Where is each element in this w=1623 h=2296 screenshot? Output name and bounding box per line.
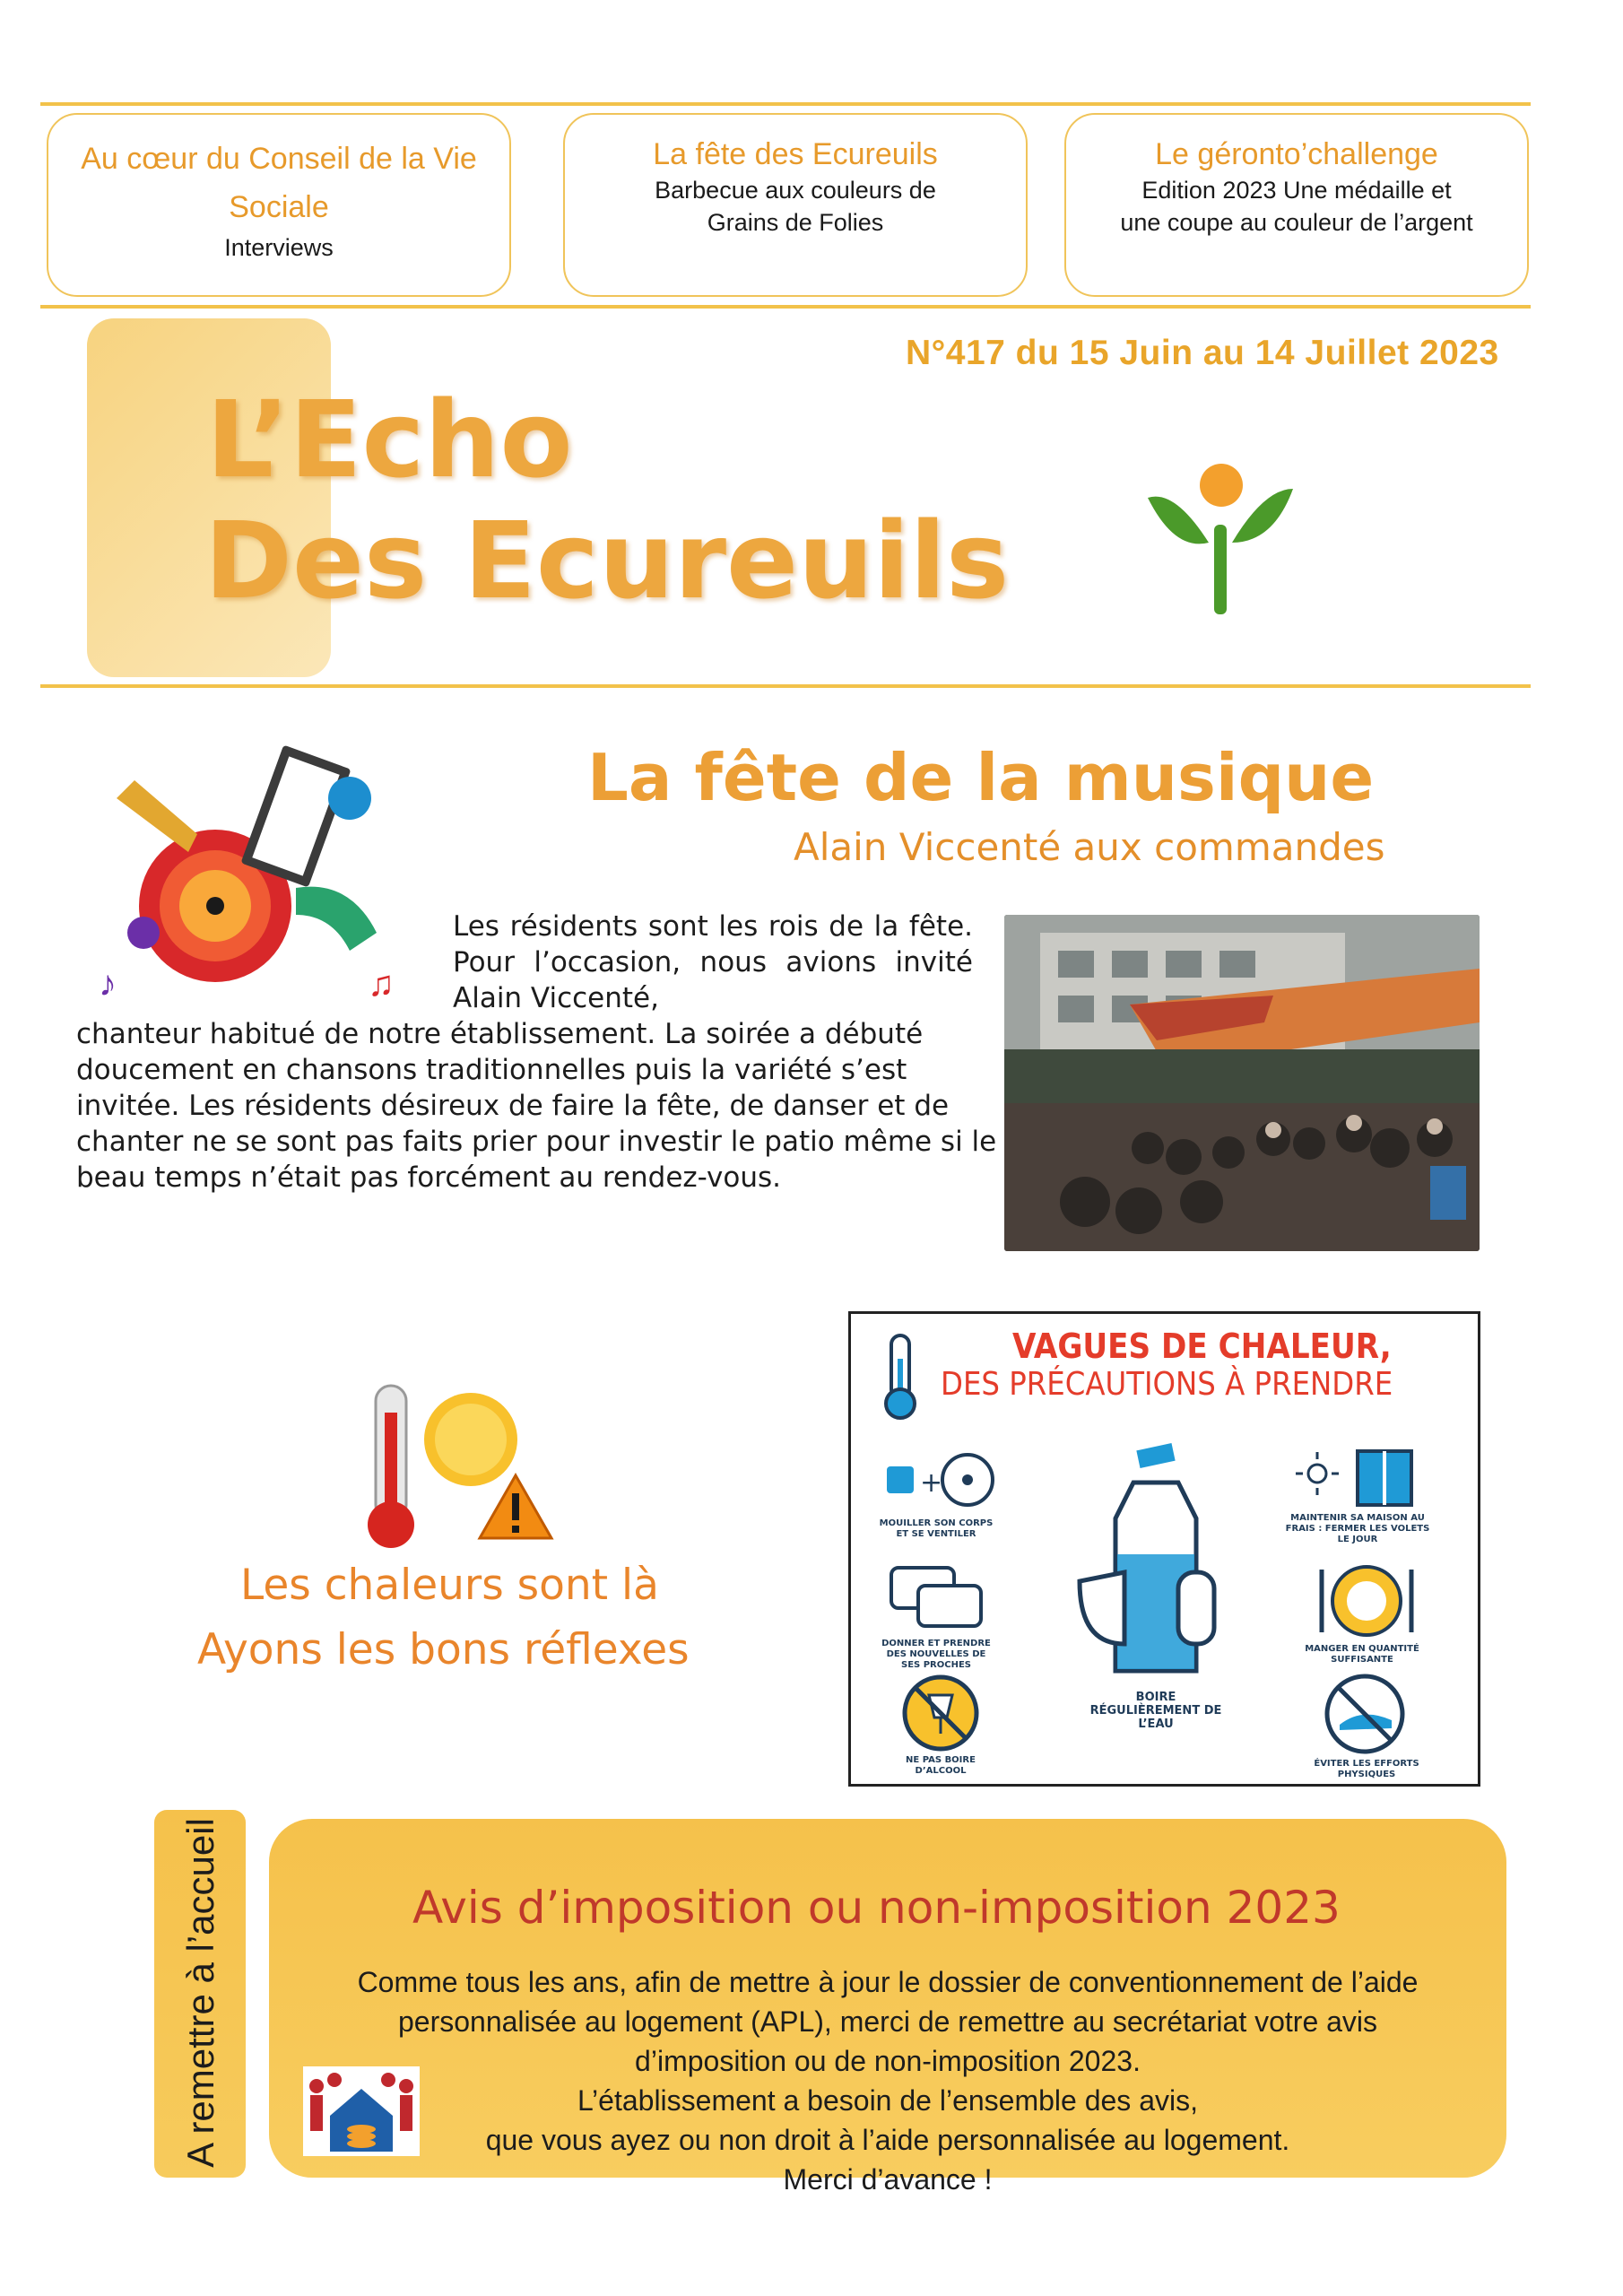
- house-shutters-icon: [1295, 1447, 1420, 1509]
- music-subtitle: Alain Viccenté aux commandes: [794, 825, 1385, 869]
- teaser-subtitle: Edition 2023 Une médaille et une coupe au couleur de l’argent: [1120, 177, 1473, 236]
- infographic-title2: DES PRÉCAUTIONS À PRENDRE: [941, 1366, 1393, 1403]
- no-alcohol-icon: [900, 1673, 981, 1753]
- tax-line: Merci d’avance !: [783, 2163, 993, 2196]
- svg-text:+: +: [920, 1467, 943, 1499]
- chat-bubbles-icon: [887, 1563, 985, 1635]
- tip-water: BOIRE RÉGULIÈREMENT DE L’EAU: [1089, 1691, 1222, 1731]
- thermometer-icon: [882, 1332, 922, 1422]
- music-title: La fête de la musique: [587, 740, 1375, 815]
- tax-title: Avis d’imposition ou non-imposition 2023: [412, 1882, 1341, 1934]
- party-photo: [1004, 915, 1480, 1251]
- heat-line2: Ayons les bons réflexes: [197, 1625, 690, 1674]
- masthead-rule-bottom: [40, 684, 1531, 688]
- teaser-subtitle: Interviews: [224, 234, 334, 261]
- teaser-box-challenge[interactable]: [1064, 113, 1529, 297]
- tip-house: MAINTENIR SA MAISON AU FRAIS : FERMER LES VOLETS LE JOUR: [1285, 1513, 1430, 1544]
- tax-line: Comme tous les ans, afin de mettre à jour le dossier de conventionnement de l’aide: [357, 1966, 1419, 1998]
- masthead-title-line2: Des Ecureuils: [204, 499, 1010, 622]
- tax-line: que vous ayez ou non droit à l’aide personnalisée au logement.: [485, 2124, 1290, 2156]
- masthead-rule-top: [40, 305, 1531, 309]
- tax-body: [296, 1962, 1480, 2199]
- teaser-title: La fête des Ecureuils: [653, 137, 938, 171]
- tip-effort: ÉVITER LES EFFORTS PHYSIQUES: [1314, 1759, 1419, 1779]
- music-body: chanteur habitué de notre établissement. La soirée a débuté doucement en chansons traditionnelles puis la variété s’est invitée. Les résidents désireux de faire la fête, de danser et de chanter ne se sont pas faits prier pour investir le patio même si le beau temps n’était pas forcément au rendez-vous.: [76, 1018, 997, 1194]
- family-house-icon: [303, 2066, 420, 2156]
- svg-text:♫: ♫: [368, 964, 395, 1004]
- squirrel-logo-icon: [1139, 453, 1300, 641]
- tip-news: DONNER ET PRENDRE DES NOUVELLES DE SES PROCHES: [881, 1639, 991, 1670]
- water-bottle-icon: [1071, 1429, 1241, 1689]
- teaser-title: Le géronto’challenge: [1155, 137, 1438, 171]
- tax-line: personnalisée au logement (APL), merci de remettre au secrétariat votre avis: [397, 2005, 1378, 2038]
- teaser-box-fete[interactable]: [563, 113, 1028, 297]
- spray-fan-icon: [882, 1448, 999, 1511]
- tip-alcohol: NE PAS BOIRE D’ALCOOL: [906, 1755, 976, 1776]
- teaser-box-conseil[interactable]: [47, 113, 511, 297]
- plate-icon: [1313, 1561, 1420, 1641]
- teaser-subtitle: Barbecue aux couleurs de Grains de Folies: [655, 177, 936, 236]
- tip-eat: MANGER EN QUANTITÉ SUFFISANTE: [1305, 1644, 1419, 1665]
- issue-number: N°417 du 15 Juin au 14 Juillet 2023: [906, 334, 1499, 372]
- top-rule: [40, 102, 1531, 106]
- heatwave-infographic: [848, 1311, 1480, 1787]
- no-effort-icon: [1322, 1671, 1408, 1757]
- tax-notice-panel: [269, 1819, 1506, 2196]
- masthead-title-line1: L’Echo: [206, 378, 573, 501]
- heat-line1: Les chaleurs sont là: [240, 1561, 659, 1610]
- side-tab-label: A remettre à l’accueil: [179, 1818, 221, 2168]
- teaser-title: Au cœur du Conseil de la Vie Sociale: [81, 142, 477, 224]
- music-intro: Les résidents sont les rois de la fête. Pour l’occasion, nous avions invité Alain Viccenté,: [453, 910, 973, 1014]
- tip-wet: MOUILLER SON CORPS ET SE VENTILER: [879, 1518, 994, 1539]
- music-instruments-icon: [81, 726, 421, 1013]
- infographic-title1: VAGUES DE CHALEUR,: [1012, 1326, 1392, 1366]
- tax-line: L’établissement a besoin de l’ensemble des avis,: [577, 2084, 1198, 2117]
- heat-warning-icon: [345, 1377, 560, 1556]
- svg-text:♪: ♪: [99, 964, 117, 1004]
- tax-line: d’imposition ou de non-imposition 2023.: [635, 2045, 1141, 2077]
- side-tab: [154, 1810, 246, 2178]
